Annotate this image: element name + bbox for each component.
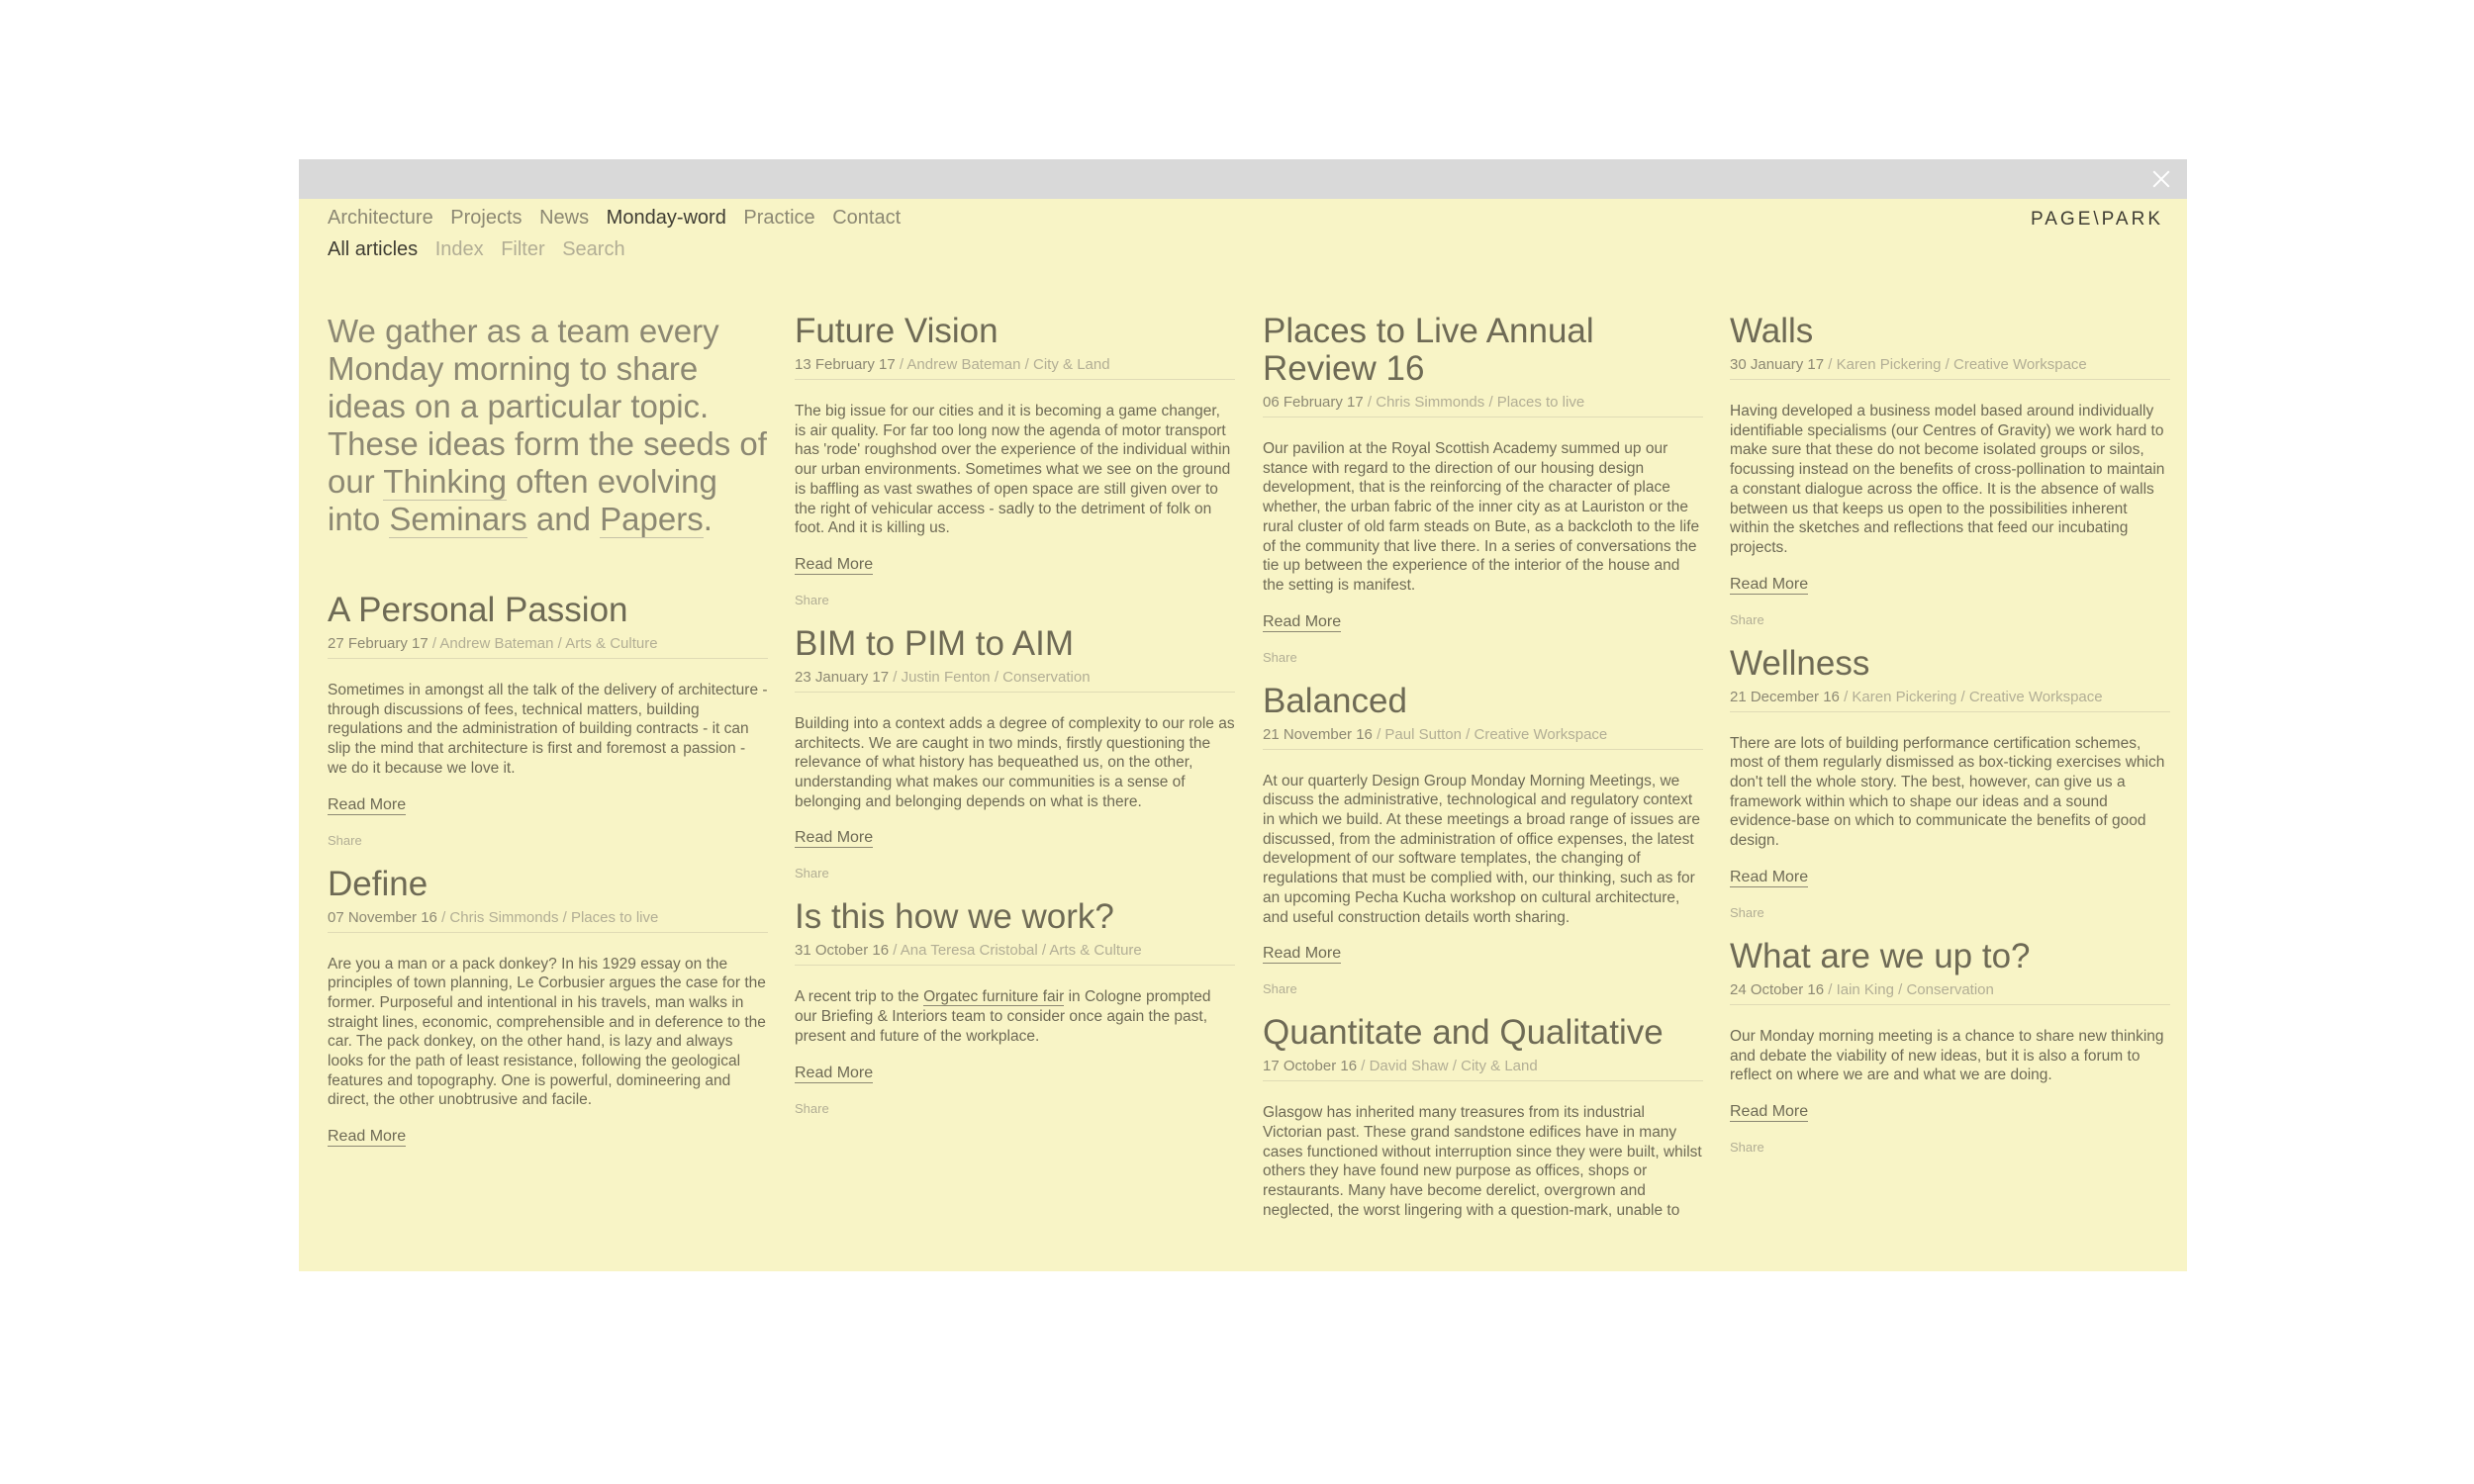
article-title[interactable]: BIM to PIM to AIM: [795, 623, 1075, 663]
intro-part: .: [703, 501, 713, 537]
read-more-link[interactable]: Read More: [1263, 612, 1342, 630]
article-card: [328, 592, 768, 848]
article-category[interactable]: Places to live: [1496, 394, 1585, 411]
article-author[interactable]: Karen Pickering: [1852, 688, 1957, 705]
share-link[interactable]: Share: [795, 1100, 829, 1116]
article-title[interactable]: Wellness: [1730, 643, 1870, 683]
article-card: [795, 625, 1235, 881]
article-title[interactable]: Quantitate and Qualitative: [1263, 1013, 1664, 1053]
nav-contact[interactable]: Contact: [832, 207, 902, 229]
article-excerpt: Having developed a business model based around individually identifiable specialisms (our Centres of Gravity) we work hard to make sure that these do not become isolated groups or silos, focussing instead on the benefits of cross-pollination to maintain a constant dialogue across the office. It is the absence of walls between us that keeps us open to the possibilities inherent within the sketches and reflections that feed our incubating projects.: [1730, 403, 2165, 556]
subnav-search[interactable]: Search: [562, 238, 625, 260]
article-category[interactable]: Conservation: [1002, 668, 1091, 686]
article-meta: 17 October 16 / David Shaw / City & Land: [1263, 1058, 1703, 1081]
read-more-link[interactable]: Read More: [1730, 868, 1809, 885]
orgatec-link[interactable]: Orgatec furniture fair: [923, 988, 1065, 1006]
column-3: [1263, 313, 1703, 1238]
article-category[interactable]: City & Land: [1461, 1058, 1538, 1075]
share-link[interactable]: Share: [795, 592, 829, 607]
article-excerpt: Our Monday morning meeting is a chance to share new thinking and debate the viability of new ideas, but it is also a forum to reflect on where we are and what we are doing.: [1730, 1027, 2164, 1084]
read-more-link[interactable]: Read More: [1263, 945, 1342, 963]
article-card: [1263, 313, 1703, 665]
read-more-link[interactable]: Read More: [795, 555, 874, 573]
article-date: 24 October 16: [1730, 980, 1825, 998]
article-category[interactable]: Arts & Culture: [565, 635, 658, 652]
subnav-index[interactable]: Index: [434, 238, 484, 260]
nav-practice[interactable]: Practice: [743, 207, 815, 229]
article-author[interactable]: Ana Teresa Cristobal: [900, 942, 1038, 960]
share-link[interactable]: Share: [1263, 649, 1297, 665]
title-bar: [299, 159, 2187, 199]
article-meta: 31 October 16 / Ana Teresa Cristobal / Arts & Culture: [795, 942, 1235, 966]
article-card: [1730, 938, 2170, 1155]
article-date: 21 December 16: [1730, 688, 1840, 705]
article-meta: 21 November 16 / Paul Sutton / Creative Workspace: [1263, 726, 1703, 750]
article-category[interactable]: City & Land: [1033, 356, 1110, 373]
article-category[interactable]: Arts & Culture: [1049, 942, 1142, 960]
article-meta: 23 January 17 / Justin Fenton / Conservation: [795, 669, 1235, 693]
article-excerpt: Sometimes in amongst all the talk of the delivery of architecture - through discussions of fees, technical matters, building regulations and the administration of building contracts - it can slip the mind that architecture is first and foremost a passion - we do it because we love it.: [328, 682, 768, 777]
article-category[interactable]: Conservation: [1906, 980, 1994, 998]
article-card: [328, 866, 768, 1165]
close-icon[interactable]: [2145, 163, 2177, 195]
article-date: 06 February 17: [1263, 394, 1364, 411]
share-link[interactable]: Share: [1730, 904, 1764, 920]
article-date: 21 November 16: [1263, 725, 1373, 743]
page-park-logo[interactable]: PAGE\PARK: [2031, 209, 2163, 230]
share-link[interactable]: Share: [1263, 981, 1297, 997]
article-card: [1263, 683, 1703, 997]
share-link[interactable]: Share: [1730, 1139, 1764, 1155]
intro-part: often evolving into: [328, 463, 717, 537]
article-date: 30 January 17: [1730, 356, 1825, 373]
article-category[interactable]: Creative Workspace: [1953, 356, 2087, 373]
article-excerpt: Are you a man or a pack donkey? In his 1929 essay on the principles of town planning, Le Corbusier argues the case for the former. Purposeful and intentional in his travels, man walks in straight lines, economic, comprehensible and in deference to the car. The pack donkey, on the other hand, is lazy and always looks for the path of least resistance, following the geological features and topography. One is powerful, domineering and direct, the other unobtrusive and facile.: [328, 955, 766, 1109]
column-1: [328, 313, 768, 1182]
article-excerpt: Our pavilion at the Royal Scottish Academy summed up our stance with regard to the direction of our housing design development, that is the reinforcing of the character of place whether, the urban fabric of the inner city as at Lauriston or the rural cluster of old farm steads on Bute, as a backcloth to the life of the community that live there. In a series of conversations the tie up between the experience of the interior of the house and the setting is manifest.: [1263, 440, 1700, 594]
article-meta: 21 December 16 / Karen Pickering / Creative Workspace: [1730, 689, 2170, 712]
main-nav: [328, 207, 912, 230]
article-date: 07 November 16: [328, 908, 437, 926]
article-date: 27 February 17: [328, 635, 428, 652]
subnav-filter[interactable]: Filter: [501, 238, 545, 260]
column-4: [1730, 313, 2170, 1172]
article-card: [1263, 1014, 1703, 1220]
article-title[interactable]: What are we up to?: [1730, 936, 2031, 975]
article-meta: 24 October 16 / Iain King / Conservation: [1730, 981, 2170, 1005]
article-author[interactable]: Iain King: [1836, 980, 1894, 998]
article-title[interactable]: Balanced: [1263, 681, 1407, 720]
article-date: 17 October 16: [1263, 1058, 1358, 1075]
seminars-link[interactable]: Seminars: [389, 501, 527, 537]
article-card: [795, 313, 1235, 607]
article-title[interactable]: Walls: [1730, 312, 1814, 350]
sub-nav: [328, 238, 637, 261]
article-author[interactable]: David Shaw: [1369, 1058, 1449, 1075]
nav-news[interactable]: News: [539, 207, 590, 229]
thinking-link[interactable]: Thinking: [383, 463, 508, 500]
article-title[interactable]: Define: [328, 864, 428, 903]
article-author[interactable]: Andrew Bateman: [906, 356, 1021, 373]
article-title[interactable]: Future Vision: [795, 312, 999, 350]
article-meta: 13 February 17 / Andrew Bateman / City & Land: [795, 356, 1235, 380]
article-meta: 07 November 16 / Chris Simmonds / Places to live: [328, 909, 768, 933]
article-author[interactable]: Chris Simmonds: [449, 908, 559, 926]
article-title[interactable]: Places to Live Annual Review 16: [1263, 312, 1594, 388]
excerpt-text: in Cologne prompted our Briefing & Interiors team to consider once again the past, present and future of the workplace.: [795, 988, 1211, 1045]
share-link[interactable]: Share: [795, 866, 829, 881]
read-more-link[interactable]: Read More: [328, 795, 407, 813]
subnav-all-articles[interactable]: All articles: [328, 238, 419, 260]
read-more-link[interactable]: Read More: [795, 1064, 874, 1081]
article-title[interactable]: A Personal Passion: [328, 591, 628, 629]
article-excerpt: The big issue for our cities and it is becoming a game changer, is air quality. For far too long now the agenda of motor transport has 'rode' roughshod over the experience of the individual within our urban environments. Sometimes what we see on the ground is baffling as vast swathes of open space are still given over to the right of vehicular access - sadly to the detriment of folk on foot. And it is killing us.: [795, 403, 1231, 537]
intro-part: We gather as a team every Monday morning to share ideas on a particular topic. These ideas form the seeds of our: [328, 313, 767, 500]
article-card: [795, 898, 1235, 1115]
nav-projects[interactable]: Projects: [450, 207, 523, 229]
article-author[interactable]: Karen Pickering: [1836, 356, 1942, 373]
papers-link[interactable]: Papers: [600, 501, 704, 537]
article-date: 31 October 16: [795, 942, 890, 960]
article-author[interactable]: Paul Sutton: [1384, 725, 1462, 743]
read-more-link[interactable]: Read More: [328, 1128, 407, 1146]
read-more-link[interactable]: Read More: [1730, 575, 1809, 593]
share-link[interactable]: Share: [1730, 611, 1764, 627]
excerpt-text: A recent trip to the: [795, 988, 924, 1006]
article-meta: 27 February 17 / Andrew Bateman / Arts & Culture: [328, 635, 768, 659]
read-more-link[interactable]: Read More: [1730, 1102, 1809, 1120]
article-card: [1730, 645, 2170, 920]
intro-part: and: [526, 501, 601, 537]
article-category[interactable]: Creative Workspace: [1968, 688, 2103, 705]
article-author[interactable]: Chris Simmonds: [1376, 394, 1485, 411]
nav-monday-word[interactable]: Monday-word: [606, 207, 726, 229]
article-meta: 30 January 17 / Karen Pickering / Creative Workspace: [1730, 356, 2170, 380]
nav-architecture[interactable]: Architecture: [328, 207, 433, 229]
article-card: [1730, 313, 2170, 627]
article-category[interactable]: Places to live: [570, 908, 659, 926]
article-excerpt: At our quarterly Design Group Monday Morning Meetings, we discuss the administrative, technological and regulatory context in which we build. At these meetings a broad range of issues are discussed, from the administration of office expenses, the latest development of our software templates, the changing of regulations that must be complied with, our thinking, such as for an upcoming Pecha Kucha workshop on cultural architecture, and useful construction details worth sharing.: [1263, 772, 1701, 926]
article-excerpt: There are lots of building performance certification schemes, most of them regularly dismissed as box-ticking exercises which don't tell the whole story. The best, however, can give us a framework within which to shape our ideas and a sound evidence-base on which to communicate the benefits of good design.: [1730, 734, 2165, 850]
article-title[interactable]: Is this how we work?: [795, 897, 1114, 937]
read-more-link[interactable]: Read More: [795, 829, 874, 847]
browser-window: [299, 159, 2187, 1271]
article-excerpt: [795, 987, 1235, 1046]
article-author[interactable]: Andrew Bateman: [439, 635, 554, 652]
article-author[interactable]: Justin Fenton: [901, 668, 991, 686]
article-date: 23 January 17: [795, 668, 890, 686]
article-category[interactable]: Creative Workspace: [1474, 725, 1608, 743]
article-date: 13 February 17: [795, 356, 896, 373]
column-2: [795, 313, 1235, 1134]
intro-text: [328, 313, 768, 538]
article-excerpt: Glasgow has inherited many treasures from its industrial Victorian past. These grand sandstone edifices have in many cases functioned without interruption since they were built, whilst others they have found new purpose as offices, shops or restaurants. Many have become derelict, overgrown and neglected, the worst lingering with a question-mark, unable to: [1263, 1104, 1702, 1219]
article-excerpt: Building into a context adds a degree of complexity to our role as architects. We are caught in two minds, firstly questioning the relevance of what history has bequeathed us, on the other, understanding what makes our communities is a sense of belonging and belonging depends on what is there.: [795, 714, 1235, 810]
article-meta: 06 February 17 / Chris Simmonds / Places to live: [1263, 394, 1703, 417]
share-link[interactable]: Share: [328, 832, 362, 848]
